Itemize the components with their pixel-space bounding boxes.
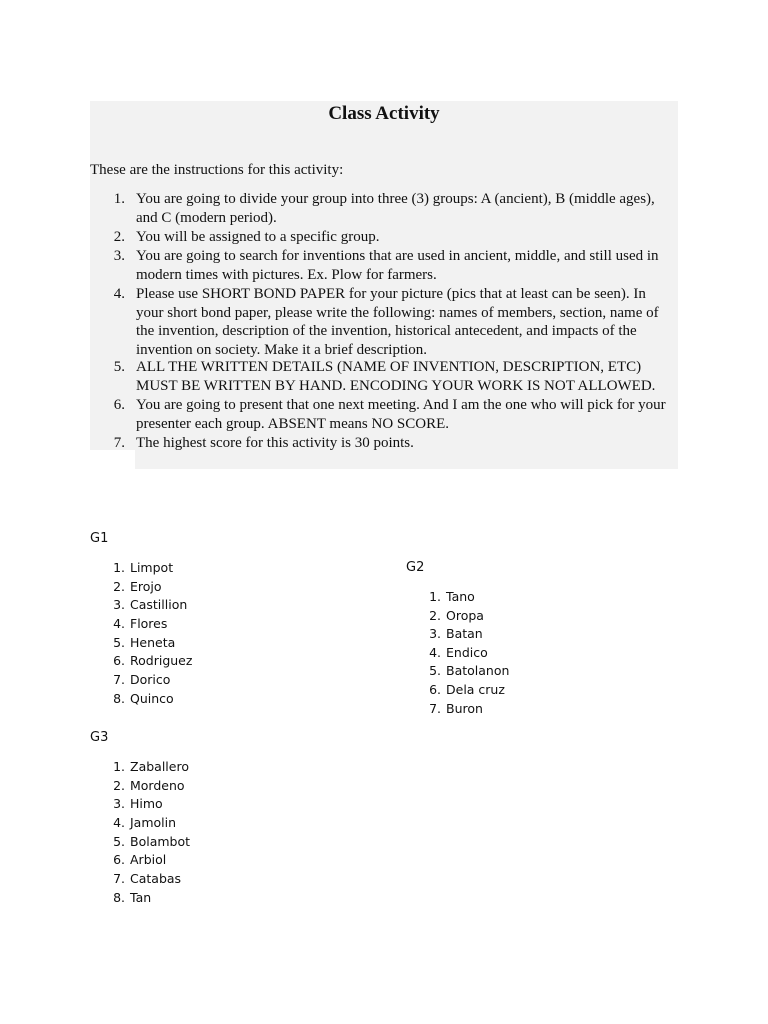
group-label-g3: G3 <box>90 730 109 745</box>
member-name: Catabas <box>130 871 182 886</box>
member-name: Arbiol <box>130 852 167 867</box>
instruction-text: You are going to divide your group into three (3) groups: A (ancient), B (middle ages), and C (modern period). <box>136 191 655 226</box>
group-label-g2: G2 <box>406 560 425 575</box>
member-name: Limpot <box>130 560 174 575</box>
item-number: 6. <box>113 653 125 668</box>
instruction-text: The highest score for this activity is 30 points. <box>136 435 414 451</box>
member-name: Tan <box>130 890 152 905</box>
item-number: 3. <box>113 597 125 612</box>
item-number: 8. <box>113 691 125 706</box>
member-name: Endico <box>446 645 488 660</box>
item-number: 7. <box>429 701 441 716</box>
member-name: Batan <box>446 626 483 641</box>
member-name: Batolanon <box>446 663 510 678</box>
member-name: Erojo <box>130 579 162 594</box>
item-number: 2. <box>113 778 125 793</box>
instruction-number: 1. <box>113 191 125 207</box>
instruction-number: 3. <box>113 248 125 264</box>
instruction-text: Please use SHORT BOND PAPER for your picture (pics that at least can be seen). In your short bond paper, please write the following: names of members, section, name of the invention, description of the invention, historical antecedent, and impacts of the invention on society. Make it a brief description. <box>136 286 659 358</box>
member-name: Tano <box>446 589 475 604</box>
member-name: Jamolin <box>130 815 177 830</box>
page-title: Class Activity <box>328 103 440 124</box>
box-notch <box>90 450 135 472</box>
member-name: Himo <box>130 796 163 811</box>
instruction-number: 7. <box>113 435 125 451</box>
instruction-text: You will be assigned to a specific group. <box>136 229 380 245</box>
item-number: 6. <box>113 852 125 867</box>
instruction-number: 4. <box>113 286 125 302</box>
instruction-number: 5. <box>113 359 125 375</box>
item-number: 2. <box>429 608 441 623</box>
item-number: 3. <box>113 796 125 811</box>
item-number: 1. <box>113 560 125 575</box>
item-number: 7. <box>113 871 125 886</box>
item-number: 2. <box>113 579 125 594</box>
member-name: Oropa <box>446 608 484 623</box>
member-name: Dela cruz <box>446 682 505 697</box>
item-number: 5. <box>113 635 125 650</box>
item-number: 6. <box>429 682 441 697</box>
member-name: Buron <box>446 701 483 716</box>
item-number: 5. <box>113 834 125 849</box>
item-number: 1. <box>429 589 441 604</box>
member-name: Zaballero <box>130 759 189 774</box>
instruction-number: 2. <box>113 229 125 245</box>
intro-text: These are the instructions for this activity: <box>90 162 344 178</box>
instruction-text: ALL THE WRITTEN DETAILS (NAME OF INVENTION, DESCRIPTION, ETC) MUST BE WRITTEN BY HAND. ENCODING YOUR WORK IS NOT ALLOWED. <box>136 359 656 394</box>
item-number: 4. <box>113 815 125 830</box>
member-name: Quinco <box>130 691 174 706</box>
member-name: Rodriguez <box>130 653 193 668</box>
item-number: 8. <box>113 890 125 905</box>
member-name: Flores <box>130 616 168 631</box>
member-name: Castillion <box>130 597 188 612</box>
member-name: Heneta <box>130 635 176 650</box>
group-label-g1: G1 <box>90 531 109 546</box>
instruction-text: You are going to search for inventions that are used in ancient, middle, and still used in modern times with pictures. Ex. Plow for farmers. <box>136 248 659 283</box>
instruction-text: You are going to present that one next meeting. And I am the one who will pick for your presenter each group. ABSENT means NO SCORE. <box>136 397 666 432</box>
item-number: 4. <box>113 616 125 631</box>
item-number: 5. <box>429 663 441 678</box>
item-number: 4. <box>429 645 441 660</box>
item-number: 7. <box>113 672 125 687</box>
member-name: Dorico <box>130 672 171 687</box>
item-number: 3. <box>429 626 441 641</box>
member-name: Mordeno <box>130 778 185 793</box>
item-number: 1. <box>113 759 125 774</box>
instruction-number: 6. <box>113 397 125 413</box>
member-name: Bolambot <box>130 834 191 849</box>
